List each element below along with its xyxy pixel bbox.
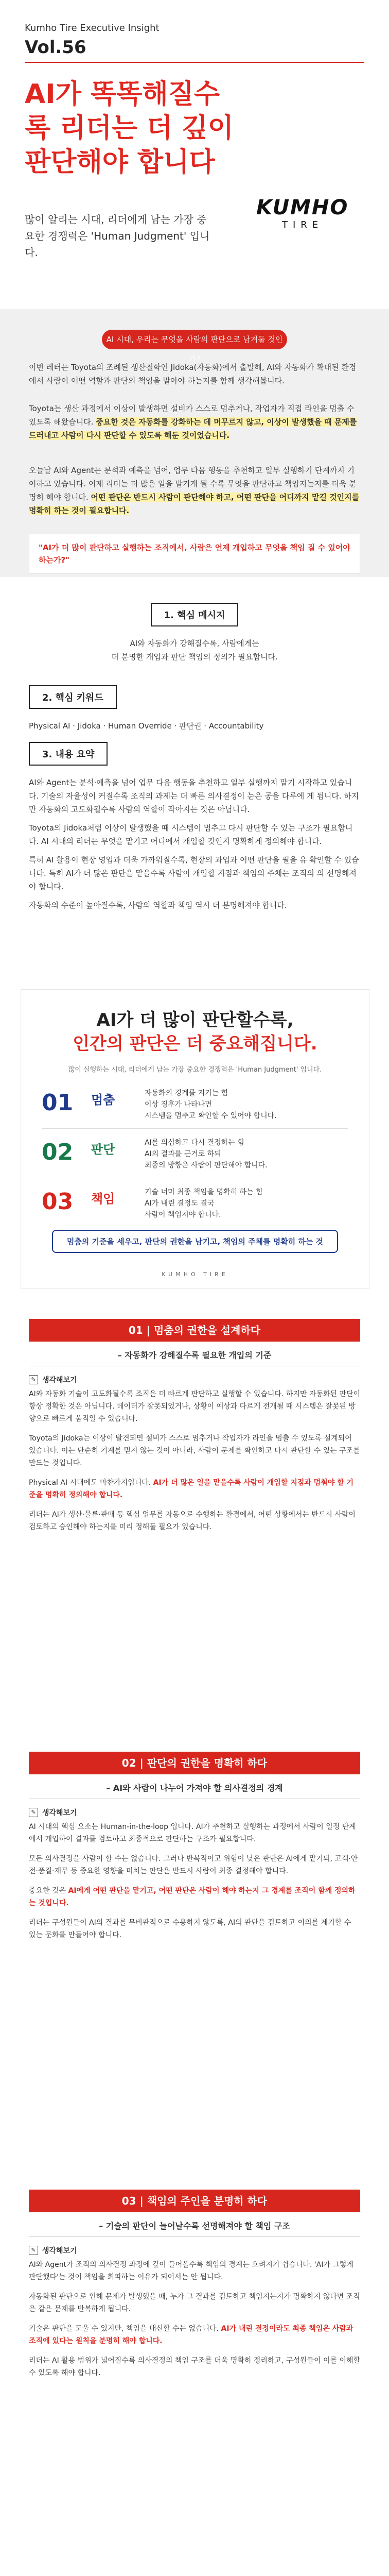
step-02-judgment xyxy=(42,1132,348,1178)
block-1-p2: Toyota의 Jidoka는 이상이 발견되면 설비가 스스로 멈추거나 작업자가 라인을 멈출 수 있도록 설계되어 있습니다. 이는 단순히 기계를 믿지 않는 것이 아니라, 사람이 문제를 확인하고 다시 판단할 수 있는 구조를 만드는 것입니다. xyxy=(29,1434,360,1467)
infographic-logo: KUMHO TIRE xyxy=(162,1271,228,1278)
logo-main-text: KUMHO xyxy=(256,196,349,219)
block-3-p1: AI와 Agent가 조직의 의사결정 과정에 깊이 들어올수록 책임의 경계는 흐려지기 쉽습니다. 'AI가 그렇게 판단했다'는 것이 책임을 회피하는 이유가 되어서는 안 됩니다. xyxy=(29,2261,353,2281)
section-summary xyxy=(29,742,360,912)
hero-subtitle: 많이 알리는 시대, 리더에게 남는 가장 중요한 경쟁력은 'Human Judgment' 입니다. xyxy=(25,213,210,259)
note-label: 생각해보기 xyxy=(42,1809,77,1817)
section-1-tag: 1. 핵심 메시지 xyxy=(151,603,239,626)
step-number: 03 xyxy=(42,1189,74,1215)
logo-sub-text: TIRE xyxy=(282,219,324,230)
block-1-p3 xyxy=(29,1477,360,1501)
summary-quote-box: "AI가 더 많이 판단하고 실행하는 조직에서, 사람은 언제 개입하고 무엇을 책임 질 수 있어야 하는가?" xyxy=(29,534,360,574)
step-divider xyxy=(42,1128,348,1129)
detail-block-2 xyxy=(29,1752,360,1948)
block-2-p3-text: 중요한 것은 xyxy=(29,1887,68,1895)
section-2-body: Physical AI · Jidoka · Human Override · 판단권 · Accountability xyxy=(29,721,264,731)
block-1-header: 01 | 멈춤의 권한을 설계하다 xyxy=(29,1319,360,1342)
step-description: 자동화의 경계를 지키는 힘 이상 징후가 나타나면 시스템을 멈추고 확인할 수 있어야 합니다. xyxy=(145,1089,277,1120)
step-01-stop xyxy=(42,1082,348,1129)
step-heading: 멈춤 xyxy=(91,1093,115,1107)
block-2-p4: 리더는 구성원들이 AI의 결과를 무비판적으로 수용하지 않도록, AI의 판단을 검토하고 이의를 제기할 수 있는 문화를 만들어야 합니다. xyxy=(29,1919,351,1939)
kumho-logo xyxy=(256,196,359,237)
block-3-p3-text: 기술은 판단을 도울 수 있지만, 책임을 대신할 수는 없습니다. xyxy=(29,2325,221,2333)
infographic-subtitle: 많이 실행하는 시대, 리더에게 남는 가장 중요한 경쟁력은 'Human Judgment' 입니다. xyxy=(68,1066,322,1074)
block-2-p2: 모든 의사결정을 사람이 할 수는 없습니다. 그러나 반복적이고 위험이 낮은 판단은 AI에게 맡기되, 고객·안전·품질·재무 등 중요한 영향을 미치는 판단은 반드시 사람이 최종 결정해야 합니다. xyxy=(29,1855,358,1875)
block-3-p3 xyxy=(29,2323,360,2347)
step-description: 기술 너머 최종 책임을 명확히 하는 힘 AI가 내린 결정도 결국 사람이 책임져야 합니다. xyxy=(145,1188,263,1219)
note-icon: ✎ xyxy=(29,2246,38,2255)
summary-p2-highlight: 중요한 것은 자동화를 강화하는 데 머무르지 않고, 이상이 발생했을 때 문제를 드러내고 사람이 다시 판단할 수 있도록 해둔 것이었습니다. xyxy=(29,417,357,440)
step-03-responsibility xyxy=(42,1181,348,1228)
summary-p3-text: 오늘날 AI와 Agent는 분석과 예측을 넘어, 업무 다음 행동을 추천하고 일부 실행하기 단계까지 기여하고 있습니다. 이제 리더는 더 많은 일을 맡기게 될 수록 무엇을 판단하고 책임지는지를 더욱 분명히 해야 합니다. xyxy=(29,466,357,502)
section-1-body: AI와 자동화가 강해질수록, 사람에게는 더 분명한 개입과 판단 책임의 정의가 필요합니다. xyxy=(111,639,278,662)
infographic-card xyxy=(21,989,369,1289)
detail-block-1 xyxy=(29,1319,360,1540)
block-1-p3-emphasis: AI가 더 많은 일을 맡을수록 사람이 개입할 지점과 멈춰야 할 기준을 명확히 정의해야 합니다. xyxy=(29,1479,354,1499)
section-3-p3: 특히 AI 활용이 현장 영업과 더욱 가까워질수록, 현장의 과업과 어떤 판단을 필을 유 확인할 수 있습니다. 특히 AI가 더 많은 판단을 맡을수록 사람이 개입할 지점과 책임의 주체는 조직의 의 선명해져야 합니다. xyxy=(29,855,359,891)
think-note xyxy=(29,1375,360,1385)
note-label: 생각해보기 xyxy=(42,1376,77,1384)
block-3-p4: 리더는 AI 활용 범위가 넓어질수록 의사결정의 책임 구조를 더욱 명확히 정리하고, 구성원들이 이를 이해할 수 있도록 해야 합니다. xyxy=(29,2357,361,2377)
volume-number: Vol.56 xyxy=(25,37,86,58)
infographic-title-line-1: AI가 더 많이 판단할수록, xyxy=(96,1010,294,1030)
section-3-p2: Toyota의 Jidoka처럼 이상이 발생했을 때 시스템이 멈추고 다시 판단할 수 있는 구조가 필요합니다. AI 시대의 리더는 무엇을 맡기고 어디에서 개입할 것인지 명확하게 정의해야 합니다. xyxy=(29,823,353,846)
infographic-title xyxy=(21,1008,369,1056)
note-icon: ✎ xyxy=(29,1375,38,1384)
note-label: 생각해보기 xyxy=(42,2247,77,2255)
block-1-subtitle: – 자동화가 강해질수록 필요한 개입의 기준 xyxy=(117,1350,272,1360)
hero-title: AI가 똑똑해질수록 리더는 더 깊이 판단해야 합니다 xyxy=(25,79,234,178)
block-3-header: 03 | 책임의 주인을 분명히 하다 xyxy=(29,2190,360,2212)
step-number: 01 xyxy=(42,1090,74,1116)
infographic-title-line-2: 인간의 판단은 더 중요해집니다. xyxy=(73,1033,317,1054)
block-2-subtitle: – AI와 사람이 나누어 가져야 할 의사결정의 경계 xyxy=(106,1783,283,1793)
think-note xyxy=(29,1807,360,1818)
section-core-message xyxy=(29,603,360,664)
newsletter-label: Kumho Tire Executive Insight xyxy=(25,23,160,33)
block-2-p3 xyxy=(29,1885,360,1909)
block-1-p1: AI와 자동화 기술이 고도화될수록 조직은 더 빠르게 판단하고 실행할 수 있습니다. 하지만 자동화된 판단이 항상 정확한 것은 아닙니다. 데이터가 잘못되었거나, 상황이 예상과 다르게 전개될 때 시스템은 잘못된 방향으로 빠르게 움직일 수 있습니다. xyxy=(29,1390,361,1423)
section-3-p1: AI와 Agent는 분석·예측을 넘어 업무 다음 행동을 추천하고 일부 실행까지 맡기 시작하고 있습니다. 기술의 자율성이 커질수록 조직의 과제는 더 빠른 의사결정이 눈은 공을 다루에 게 됩니다. 하지만 자동화의 고도화될수록 사람의 역할이 작아지는 것은 아닙니다. xyxy=(29,778,359,814)
summary-paragraph-3 xyxy=(29,464,360,517)
block-3-p2: 자동화된 판단으로 인해 문제가 발생했을 때, 누가 그 결과를 검토하고 책임지는지가 명확하지 않다면 조직은 같은 문제를 반복하게 됩니다. xyxy=(29,2293,360,2313)
header-divider xyxy=(25,62,364,63)
block-1-p4: 리더는 AI가 생산·물류·판매 등 핵심 업무를 자동으로 수행하는 환경에서, 어떤 상황에서는 반드시 사람이 검토하고 승인해야 하는지를 미리 정해둘 필요가 있습니다. xyxy=(29,1511,356,1531)
block-1-p3-text: Physical AI 시대에도 마찬가지입니다. xyxy=(29,1479,153,1487)
block-3-subtitle: – 기술의 판단이 늘어날수록 선명해져야 할 책임 구조 xyxy=(99,2221,290,2231)
block-2-header: 02 | 판단의 권한을 명확히 하다 xyxy=(29,1752,360,1774)
block-2-p3-emphasis: AI에게 어떤 판단을 맡기고, 어떤 판단은 사람이 해야 하는지 그 경계를 조직이 함께 정의하는 것입니다. xyxy=(29,1887,356,1907)
block-2-p1: AI 시대의 핵심 요소는 Human-in-the-loop 입니다. AI가 추천하고 실행하는 과정에서 사람이 일정 단계에서 개입하여 결과를 검토하고 최종적으로 판단하는 구조가 필요합니다. xyxy=(29,1823,356,1843)
summary-paragraph-2 xyxy=(29,402,360,442)
block-3-p3-emphasis: AI가 내린 결정이라도 최종 책임은 사람과 조직에 있다는 원칙을 분명히 해야 합니다. xyxy=(29,2325,353,2345)
note-icon: ✎ xyxy=(29,1808,38,1817)
summary-question-pill: AI 시대, 우리는 무엇을 사람의 판단으로 남겨둘 것인가? xyxy=(102,330,287,349)
detail-block-3 xyxy=(29,2190,360,2386)
step-description: AI를 의심하고 다시 결정하는 힘 AI의 결과를 근거로 하되 최종의 방향은 사람이 판단해야 합니다. xyxy=(145,1139,268,1170)
summary-p3-highlight: 어떤 판단은 반드시 사람이 판단해야 하고, 어떤 판단을 어디까지 맡길 것인지를 명확히 하는 것이 필요합니다. xyxy=(29,493,360,515)
section-3-tag: 3. 내용 요약 xyxy=(29,742,108,766)
summary-band xyxy=(0,309,389,577)
step-number: 02 xyxy=(42,1139,74,1165)
section-3-p4: 자동화의 수준이 높아질수록, 사람의 역할과 책임 역시 더 분명해져야 합니다. xyxy=(29,901,287,910)
step-heading: 책임 xyxy=(91,1192,115,1206)
think-note xyxy=(29,2245,360,2256)
step-heading: 판단 xyxy=(91,1142,115,1157)
hero-section xyxy=(0,0,389,309)
summary-paragraph-1: 이번 레터는 Toyota의 조례된 생산철학인 Jidoka(자동화)에서 출발해, AI와 자동화가 확대된 환경에서 사람이 어떤 역할과 판단의 책임을 맡아야 하는지를 함께 생각해봅니다. xyxy=(29,363,357,385)
section-2-tag: 2. 핵심 키워드 xyxy=(29,685,117,709)
section-keywords xyxy=(29,685,360,733)
block-3-divider xyxy=(29,2236,360,2237)
summary-p2-text: Toyota는 생산 과정에서 이상이 발생하면 설비가 스스로 멈추거나, 작업자가 직접 라인을 멈출 수 있도록 해왔습니다. xyxy=(29,404,355,427)
infographic-footer-message: 멈춤의 기준을 세우고, 판단의 권한을 남기고, 책임의 주체를 명확히 하는 것 xyxy=(52,1230,338,1253)
